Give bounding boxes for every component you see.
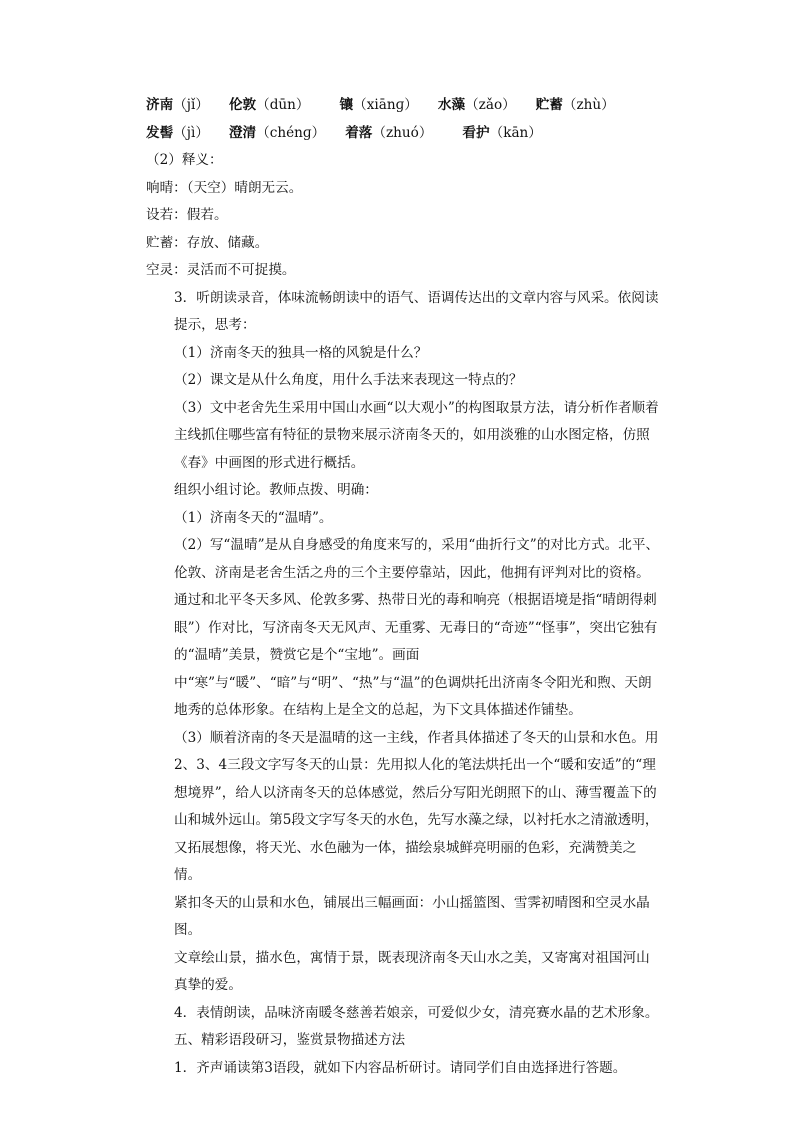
vocab-pinyin: （jǐ） xyxy=(173,97,209,113)
discussion-intro: 组织小组讨论。教师点拨、明确： xyxy=(174,482,378,498)
definition-item: 设若：假若。 xyxy=(146,207,228,223)
vocab-word: 伦敦 xyxy=(228,97,257,113)
vocab-pinyin: （xiānɡ） xyxy=(353,97,418,113)
pronunciation-row-2 xyxy=(146,120,661,148)
vocab-pinyin: （zǎo） xyxy=(465,97,516,113)
vocab-pinyin: （zhù） xyxy=(562,97,615,113)
vocab-pinyin: （zhuó） xyxy=(372,124,433,141)
vocab-word: 着落 xyxy=(345,124,373,141)
document-body xyxy=(146,92,661,1082)
definition-item: 响晴：（天空）晴朗无云。 xyxy=(146,179,303,196)
answer-3: （3）顺着济南的冬天是温晴的这一主线，作者具体描述了冬天的山景和水色。用2、3、4三段文字写冬天的山景：先用拟人化的笔法烘托出一个“暖和安适”的“理想境界”，给人以济南冬天的总体感觉，然后分写阳光朗照下的山、薄雪覆盖下的山和城外远山。第5段文字写冬天的水色，先写水藻之绿，以衬托水之清澈透明，又拓展想像，将天光、水色融为一体，描绘泉城鲜亮明丽的色彩，充满赞美之情。 xyxy=(174,729,659,883)
vocab-pinyin: （kān） xyxy=(489,124,542,141)
definition-heading: （2）释义： xyxy=(146,152,223,168)
vocab-word: 看护 xyxy=(462,124,490,141)
vocab-pinyin: （jì） xyxy=(173,124,209,141)
vocab-pinyin: （chénɡ） xyxy=(256,124,326,141)
vocab-word: 水藻 xyxy=(437,97,466,113)
answer-1: （1）济南冬天的“温晴”。 xyxy=(174,509,333,526)
definition-item: 空灵：灵活而不可捉摸。 xyxy=(146,262,296,278)
pronunciation-row-1 xyxy=(146,92,661,120)
question-2: （2）课文是从什么角度，用什么手法来表现这一特点的？ xyxy=(174,372,523,388)
vocab-word: 贮蓄 xyxy=(535,97,563,113)
vocab-pinyin: （dūn） xyxy=(256,97,310,113)
definition-item: 贮蓄：存放、储藏。 xyxy=(146,234,269,251)
question-3: （3）文中老舍先生采用中国山水画“以大观小”的构图取景方法，请分析作者顺着主线抓住哪些富有特征的景物来展示济南冬天的，如用淡雅的山水图定格，仿照《春》中画图的形式进行概括。 xyxy=(174,399,659,471)
vocab-word: 镶 xyxy=(339,97,354,113)
question-1: （1）济南冬天的独具一格的风貌是什么？ xyxy=(174,344,428,361)
vocab-word: 济南 xyxy=(146,97,174,113)
answer-2: （2）写“温晴”是从自身感受的角度来写的，采用“曲折行文”的对比方式。北平、伦敦、济南是老舍生活之舟的三个主要停靠站，因此，他拥有评判对比的资格。通过和北平冬天多风、伦敦多雾、热带日光的毒和响亮（根据语境是指“晴朗得刺眼”）作对比，写济南冬天无风声、无重雾、无毒日的“奇迹”“怪事”，突出它独有的“温晴”美景，赞赏它是个“宝地”。画面中“寒”与“暖”、“暗”与“明”、“热”与“温”的色调烘托出济南冬令阳光和煦、天朗地秀的总体形象。在结构上是全文的总起，为下文具体描述作铺垫。 xyxy=(174,537,660,718)
section-5-task-1: 1．齐声诵读第3语段，就如下内容品析研讨。请同学们自由选择进行答题。 xyxy=(174,1059,627,1076)
section-5-heading: 五、精彩语段研习，鉴赏景物描述方法 xyxy=(174,1032,406,1048)
summary-paragraph: 文章绘山景，描水色，寓情于景，既表现济南冬天山水之美，又寄寓对祖国河山真挚的爱。 xyxy=(174,949,650,993)
task-4-instruction: 4．表情朗读，品味济南暖冬慈善若娘亲，可爱似少女，清亮赛水晶的艺术形象。 xyxy=(174,1004,659,1021)
task-3-instruction: 3．听朗读录音，体味流畅朗读中的语气、语调传达出的文章内容与风采。依阅读提示，思考： xyxy=(174,289,659,333)
vocab-word: 澄清 xyxy=(228,124,257,141)
three-pictures: 紧扣冬天的山景和水色，铺展出三幅画面：小山摇篮图、雪霁初晴图和空灵水晶图。 xyxy=(174,894,650,938)
vocab-word: 发髻 xyxy=(146,124,174,141)
